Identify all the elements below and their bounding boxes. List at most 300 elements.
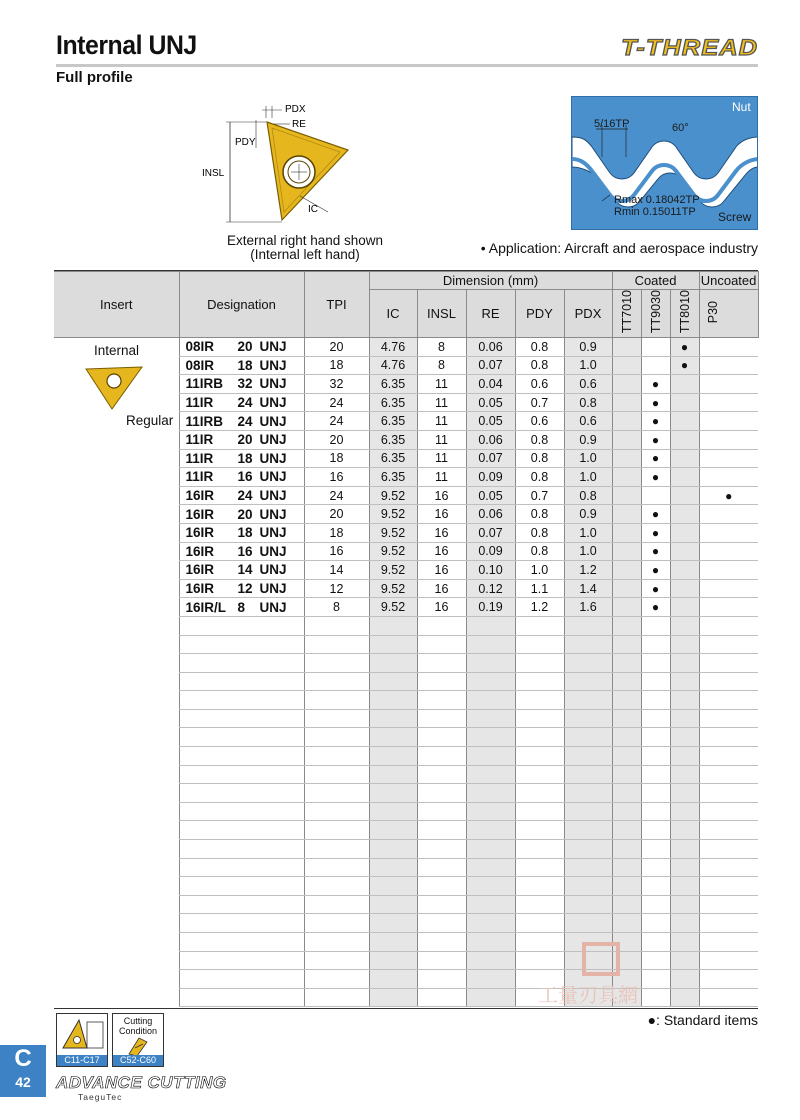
cell-pdx	[564, 765, 612, 784]
page-number: 42	[15, 1074, 31, 1090]
cell-grade-tt8010	[670, 728, 699, 747]
cell-tpi: 24	[304, 412, 369, 431]
cell-ic: 6.35	[369, 430, 417, 449]
cell-pdx	[564, 895, 612, 914]
cell-insl: 16	[417, 598, 466, 617]
cell-ic: 9.52	[369, 505, 417, 524]
cell-grade-p30	[699, 449, 758, 468]
designation-part: UNJ	[259, 339, 287, 355]
cell-insl	[417, 635, 466, 654]
cell-tpi	[304, 840, 369, 859]
cell-pdx: 0.8	[564, 486, 612, 505]
cell-re: 0.07	[466, 449, 515, 468]
cell-pdy	[515, 728, 564, 747]
page-title: Internal UNJ	[56, 30, 197, 60]
cell-tpi: 20	[304, 338, 369, 357]
header-grade-label: TT9030	[648, 290, 663, 334]
cell-ic: 9.52	[369, 579, 417, 598]
cell-grade-tt7010	[612, 709, 641, 728]
nut-label: Nut	[732, 100, 751, 114]
cell-insert	[54, 970, 179, 989]
cell-insl	[417, 895, 466, 914]
table-row	[54, 542, 758, 561]
cell-grade-p30	[699, 523, 758, 542]
cell-pdy: 0.6	[515, 375, 564, 394]
cell-insl	[417, 728, 466, 747]
insert-dimension-diagram	[200, 100, 370, 230]
cell-tpi	[304, 672, 369, 691]
cell-pdy	[515, 895, 564, 914]
cell-re: 0.05	[466, 412, 515, 431]
cell-insl: 11	[417, 393, 466, 412]
cell-grade-tt7010	[612, 449, 641, 468]
designation-part: 11IR	[185, 432, 214, 448]
cell-ic	[369, 802, 417, 821]
cell-pdx	[564, 728, 612, 747]
cell-grade-p30	[699, 542, 758, 561]
cell-pdy	[515, 672, 564, 691]
table-row	[54, 802, 758, 821]
cell-grade-tt8010	[670, 393, 699, 412]
cell-ic: 9.52	[369, 542, 417, 561]
designation-part: 8	[237, 599, 246, 615]
cell-grade-tt9030	[641, 486, 670, 505]
designation-part: 11IRB	[185, 376, 224, 392]
cell-re	[466, 933, 515, 952]
rmin-label: Rmin 0.15011TP	[614, 206, 696, 218]
header-dim-pdy: PDY	[515, 290, 564, 338]
header-designation: Designation	[179, 272, 304, 338]
cell-grade-p30	[699, 914, 758, 933]
cell-grade-tt9030	[641, 802, 670, 821]
cell-grade-tt8010	[670, 654, 699, 673]
cell-pdy: 1.0	[515, 561, 564, 580]
cell-grade-p30	[699, 635, 758, 654]
cell-grade-tt8010	[670, 505, 699, 524]
designation-part: 18	[237, 357, 253, 373]
designation-part: 20	[237, 506, 253, 522]
cell-insl	[417, 691, 466, 710]
cell-grade-tt7010	[612, 914, 641, 933]
cell-insl: 16	[417, 561, 466, 580]
cell-ic	[369, 709, 417, 728]
cell-pdy	[515, 784, 564, 803]
cell-grade-tt8010	[670, 840, 699, 859]
cell-re	[466, 709, 515, 728]
cell-grade-p30	[699, 747, 758, 766]
cell-insl	[417, 914, 466, 933]
cell-grade-tt8010	[670, 914, 699, 933]
cell-insert	[54, 523, 179, 542]
designation-part: 11IR	[185, 395, 214, 411]
cell-grade-tt9030	[641, 654, 670, 673]
designation-part: 20	[237, 432, 253, 448]
cell-re	[466, 914, 515, 933]
cell-pdy	[515, 840, 564, 859]
cell-tpi	[304, 784, 369, 803]
cell-ic	[369, 933, 417, 952]
ref-caption-cutting-condition: Cutting Condition	[118, 1016, 158, 1036]
cell-insl: 16	[417, 579, 466, 598]
cell-insl: 16	[417, 505, 466, 524]
cell-insert	[54, 988, 179, 1007]
cell-grade-p30	[699, 430, 758, 449]
cell-grade-tt8010	[670, 523, 699, 542]
cell-pdx	[564, 802, 612, 821]
cell-grade-p30	[699, 784, 758, 803]
cell-pdy: 0.7	[515, 393, 564, 412]
table-row	[54, 858, 758, 877]
cell-tpi	[304, 933, 369, 952]
cell-grade-tt8010	[670, 672, 699, 691]
cell-grade-tt9030	[641, 728, 670, 747]
cell-grade-tt8010	[670, 616, 699, 635]
cell-pdy: 0.8	[515, 468, 564, 487]
cell-grade-tt7010	[612, 672, 641, 691]
cell-tpi: 24	[304, 393, 369, 412]
cell-tpi	[304, 728, 369, 747]
cell-designation	[179, 877, 304, 896]
cell-insert	[54, 654, 179, 673]
cell-tpi	[304, 970, 369, 989]
cell-designation	[179, 728, 304, 747]
cell-re: 0.06	[466, 338, 515, 357]
cell-ic: 6.35	[369, 449, 417, 468]
cell-grade-p30	[699, 338, 758, 357]
header-grade-p30	[699, 290, 758, 338]
cell-grade-tt9030	[641, 338, 670, 357]
table-row	[54, 914, 758, 933]
section-tab	[0, 1045, 46, 1097]
cell-grade-tt8010	[670, 561, 699, 580]
designation-part: 14	[237, 562, 253, 578]
cell-insert	[54, 691, 179, 710]
cell-insert	[54, 877, 179, 896]
cell-re	[466, 728, 515, 747]
cell-insl	[417, 672, 466, 691]
cell-ic: 4.76	[369, 356, 417, 375]
cell-grade-p30	[699, 412, 758, 431]
pitch-label: 5/16TP	[594, 118, 630, 130]
cell-insert	[54, 616, 179, 635]
cell-designation	[179, 449, 304, 468]
cell-pdx: 0.9	[564, 430, 612, 449]
cell-insert	[54, 672, 179, 691]
cell-designation	[179, 430, 304, 449]
cell-grade-tt8010	[670, 877, 699, 896]
watermark-logo-icon	[536, 940, 676, 1010]
designation-part: UNJ	[259, 357, 287, 373]
cell-grade-p30	[699, 654, 758, 673]
cell-insl	[417, 802, 466, 821]
table-row	[54, 561, 758, 580]
cell-pdy: 0.6	[515, 412, 564, 431]
cell-ic	[369, 635, 417, 654]
cell-tpi	[304, 654, 369, 673]
cell-pdy	[515, 616, 564, 635]
cell-grade-tt7010	[612, 654, 641, 673]
designation-part: 24	[237, 488, 253, 504]
cell-pdx	[564, 747, 612, 766]
designation-part: UNJ	[259, 562, 287, 578]
cell-designation	[179, 821, 304, 840]
cell-designation	[179, 616, 304, 635]
cell-tpi	[304, 951, 369, 970]
cell-grade-p30	[699, 933, 758, 952]
cell-pdx: 1.0	[564, 468, 612, 487]
cell-pdx	[564, 858, 612, 877]
cell-grade-tt7010	[612, 338, 641, 357]
cell-pdx	[564, 635, 612, 654]
cell-re: 0.06	[466, 505, 515, 524]
cell-pdy	[515, 765, 564, 784]
cell-grade-tt7010	[612, 840, 641, 859]
table-row	[54, 840, 758, 859]
cell-grade-tt8010	[670, 449, 699, 468]
table-row	[54, 598, 758, 617]
cell-grade-tt7010	[612, 486, 641, 505]
watermark-text: 工量刃具網	[538, 983, 638, 1007]
cell-grade-tt8010: ●	[670, 338, 699, 357]
cell-insert	[54, 561, 179, 580]
cell-grade-tt8010	[670, 598, 699, 617]
cell-re	[466, 784, 515, 803]
cell-re: 0.19	[466, 598, 515, 617]
cell-grade-tt9030	[641, 747, 670, 766]
cell-grade-tt7010	[612, 356, 641, 375]
cell-grade-tt7010	[612, 542, 641, 561]
table-row	[54, 747, 758, 766]
designation-part: UNJ	[259, 450, 287, 466]
cell-tpi: 24	[304, 486, 369, 505]
ref-label-cutting-condition: C52-C60	[113, 1055, 163, 1066]
cell-insl: 11	[417, 375, 466, 394]
cell-insl: 11	[417, 412, 466, 431]
cell-pdx: 1.0	[564, 356, 612, 375]
cell-tpi: 20	[304, 505, 369, 524]
designation-part: 16IR	[185, 543, 215, 559]
cell-grade-tt8010	[670, 691, 699, 710]
cell-ic	[369, 877, 417, 896]
cell-designation	[179, 412, 304, 431]
insert-caption-line2: (Internal left hand)	[250, 247, 360, 262]
cell-insl	[417, 877, 466, 896]
cell-ic	[369, 654, 417, 673]
header-grade-label: P30	[705, 300, 720, 324]
cell-grade-tt8010	[670, 430, 699, 449]
cell-insl	[417, 616, 466, 635]
header-grade-tt7010	[612, 290, 641, 338]
cell-pdy: 0.8	[515, 523, 564, 542]
cell-pdx: 1.4	[564, 579, 612, 598]
cell-grade-tt8010: ●	[670, 356, 699, 375]
table-row	[54, 895, 758, 914]
cell-re	[466, 858, 515, 877]
cell-designation	[179, 598, 304, 617]
cell-grade-tt8010	[670, 635, 699, 654]
designation-part: 16IR	[185, 525, 215, 541]
cell-grade-tt7010	[612, 747, 641, 766]
table-row	[54, 654, 758, 673]
cell-pdx: 1.0	[564, 449, 612, 468]
ref-box-insert[interactable]	[56, 1013, 108, 1067]
cell-grade-tt9030: ●	[641, 375, 670, 394]
cell-pdy	[515, 691, 564, 710]
cell-tpi	[304, 914, 369, 933]
designation-part: UNJ	[259, 413, 287, 429]
label-insl: INSL	[202, 168, 225, 179]
cell-grade-tt9030	[641, 858, 670, 877]
cell-pdx	[564, 877, 612, 896]
cell-grade-p30	[699, 691, 758, 710]
cell-tpi: 18	[304, 356, 369, 375]
designation-part: 12	[237, 581, 253, 597]
label-ic: IC	[308, 204, 318, 215]
designation-part: UNJ	[259, 469, 287, 485]
cell-grade-tt7010	[612, 635, 641, 654]
cell-grade-p30	[699, 895, 758, 914]
cell-re	[466, 821, 515, 840]
cell-grade-tt9030: ●	[641, 542, 670, 561]
cell-insert	[54, 579, 179, 598]
cell-grade-tt9030: ●	[641, 430, 670, 449]
cell-re	[466, 747, 515, 766]
header-dim-re: RE	[466, 290, 515, 338]
cell-ic	[369, 840, 417, 859]
designation-part: 11IR	[185, 450, 214, 466]
table-row	[54, 765, 758, 784]
table-row	[54, 635, 758, 654]
cell-designation	[179, 765, 304, 784]
cell-grade-p30	[699, 616, 758, 635]
cell-grade-tt8010	[670, 895, 699, 914]
label-pdx: PDX	[285, 104, 306, 115]
header-grade-label: TT7010	[619, 290, 634, 334]
cell-grade-p30	[699, 821, 758, 840]
cell-grade-tt9030	[641, 877, 670, 896]
cell-designation	[179, 523, 304, 542]
cell-insert	[54, 840, 179, 859]
cell-insl: 16	[417, 486, 466, 505]
cell-insl: 16	[417, 542, 466, 561]
cell-pdy: 1.1	[515, 579, 564, 598]
rmax-label: Rmax 0.18042TP	[614, 194, 700, 206]
table-row	[54, 672, 758, 691]
cell-insl	[417, 988, 466, 1007]
cell-ic	[369, 821, 417, 840]
cell-grade-p30	[699, 840, 758, 859]
cell-insl: 11	[417, 430, 466, 449]
cell-ic	[369, 951, 417, 970]
cell-pdx	[564, 691, 612, 710]
cell-grade-tt7010	[612, 468, 641, 487]
cell-grade-tt9030: ●	[641, 523, 670, 542]
ref-box-cutting-condition[interactable]	[112, 1013, 164, 1067]
spec-table-container	[54, 270, 758, 1009]
cell-grade-p30: ●	[699, 486, 758, 505]
cell-grade-tt8010	[670, 784, 699, 803]
header-grade-tt8010	[670, 290, 699, 338]
table-row	[54, 505, 758, 524]
cell-re	[466, 672, 515, 691]
cell-ic: 9.52	[369, 486, 417, 505]
cell-designation	[179, 747, 304, 766]
cell-grade-p30	[699, 728, 758, 747]
cell-insert	[54, 858, 179, 877]
insert-type-cell	[54, 339, 179, 439]
cell-pdy	[515, 877, 564, 896]
cell-designation	[179, 542, 304, 561]
cell-re	[466, 988, 515, 1007]
cell-grade-p30	[699, 951, 758, 970]
cell-designation	[179, 895, 304, 914]
cell-tpi: 16	[304, 542, 369, 561]
cell-pdy: 1.2	[515, 598, 564, 617]
cell-grade-tt8010	[670, 709, 699, 728]
cell-pdx	[564, 914, 612, 933]
header-tpi: TPI	[304, 272, 369, 338]
cell-insert	[54, 449, 179, 468]
cell-pdy	[515, 914, 564, 933]
cell-grade-tt9030	[641, 765, 670, 784]
cell-designation	[179, 933, 304, 952]
cell-pdy	[515, 821, 564, 840]
page-subtitle: Full profile	[56, 69, 133, 86]
designation-part: 16IR	[185, 506, 215, 522]
designation-part: 20	[237, 339, 253, 355]
insert-ref-icon	[57, 1014, 107, 1054]
cell-re	[466, 616, 515, 635]
cell-grade-tt7010	[612, 784, 641, 803]
cell-pdy	[515, 747, 564, 766]
cell-re: 0.09	[466, 468, 515, 487]
cell-designation	[179, 505, 304, 524]
cell-grade-tt9030: ●	[641, 505, 670, 524]
header-dim-insl: INSL	[417, 290, 466, 338]
cell-insl	[417, 709, 466, 728]
header-grade-label: TT8010	[677, 290, 692, 334]
cell-insl: 8	[417, 338, 466, 357]
cell-ic: 6.35	[369, 468, 417, 487]
insert-thumbnail-icon	[82, 363, 146, 413]
cell-pdx	[564, 709, 612, 728]
cell-tpi	[304, 858, 369, 877]
cell-grade-tt9030	[641, 709, 670, 728]
section-letter: C	[14, 1045, 32, 1072]
cell-pdx: 1.6	[564, 598, 612, 617]
cell-grade-tt9030	[641, 672, 670, 691]
cell-designation	[179, 691, 304, 710]
cell-grade-p30	[699, 858, 758, 877]
cell-designation	[179, 561, 304, 580]
cell-insl	[417, 821, 466, 840]
cell-insl	[417, 951, 466, 970]
cell-ic: 9.52	[369, 523, 417, 542]
cell-pdx: 0.8	[564, 393, 612, 412]
table-row	[54, 523, 758, 542]
table-row	[54, 728, 758, 747]
cell-designation	[179, 970, 304, 989]
cell-grade-tt7010	[612, 802, 641, 821]
cell-grade-tt8010	[670, 486, 699, 505]
cell-grade-tt9030	[641, 840, 670, 859]
cell-designation	[179, 468, 304, 487]
cell-re	[466, 895, 515, 914]
designation-part: 16IR	[185, 488, 215, 504]
cell-designation	[179, 672, 304, 691]
insert-label-regular: Regular	[126, 413, 174, 428]
cell-pdx: 0.9	[564, 338, 612, 357]
